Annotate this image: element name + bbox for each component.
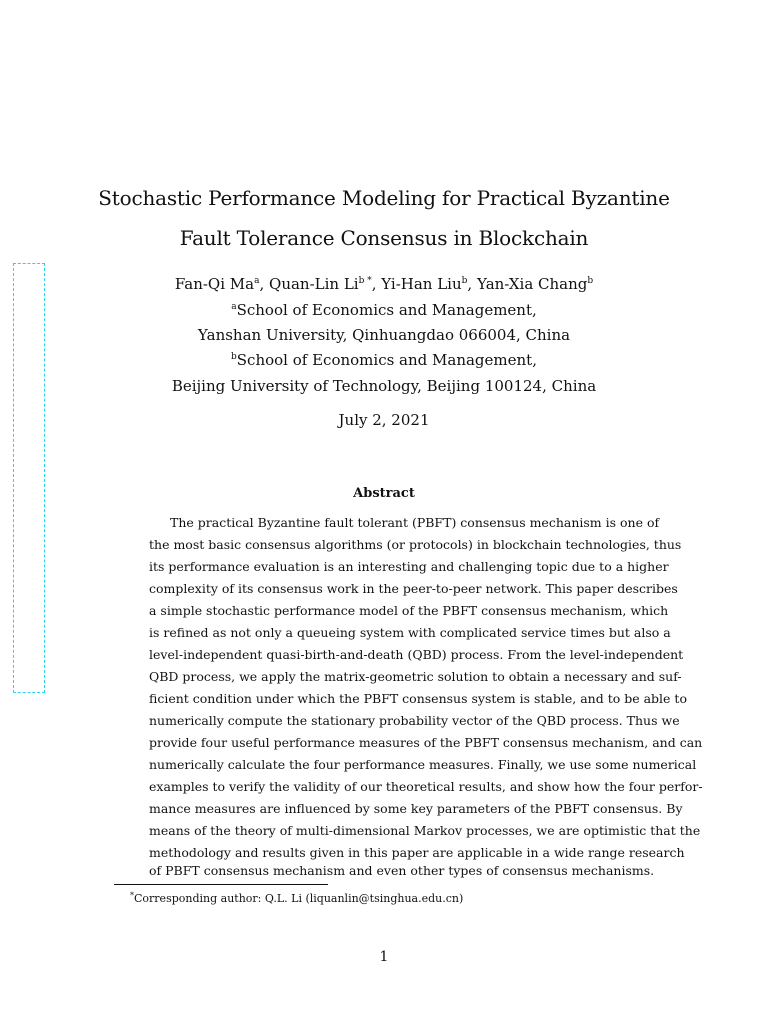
abstract-line: ficient condition under which the PBFT consensus system is stable, and to be able to xyxy=(149,691,687,706)
author-affiliation-mark: b xyxy=(461,276,468,286)
footnote-text: Corresponding author: Q.L. Li (liquanlin@tsinghua.edu.cn) xyxy=(134,892,464,905)
footnote-mark: * xyxy=(130,891,134,900)
corresponding-author-footnote xyxy=(130,888,463,907)
abstract-line: complexity of its consensus work in the peer-to-peer network. This paper describes xyxy=(149,581,678,596)
abstract-line: is refined as not only a queueing system with complicated service times but also a xyxy=(149,625,671,640)
author-name: Yi-Han Liu xyxy=(381,275,462,293)
abstract-line: provide four useful performance measures of the PBFT consensus mechanism, and can xyxy=(149,735,703,750)
author-affiliation-mark: b * xyxy=(358,276,372,286)
paper-title-line-1: Stochastic Performance Modeling for Practical Byzantine xyxy=(98,186,670,210)
abstract-line: examples to verify the validity of our theoretical results, and show how the four perfor- xyxy=(149,779,703,794)
author-name: Quan-Lin Li xyxy=(269,275,359,293)
author-separator: , xyxy=(371,275,382,293)
footnote-divider xyxy=(114,884,328,885)
affiliation-mark: a xyxy=(231,302,237,312)
author-name: Fan-Qi Ma xyxy=(174,275,255,293)
page-number: 1 xyxy=(379,949,389,965)
abstract-heading: Abstract xyxy=(353,486,415,501)
affiliation-a-line-2: Yanshan University, Qinhuangdao 066004, China xyxy=(197,326,571,344)
author-separator: , xyxy=(259,275,270,293)
affiliation-b-line-1 xyxy=(0,348,768,372)
affiliation-mark: b xyxy=(231,352,237,362)
paper-title-line-2: Fault Tolerance Consensus in Blockchain xyxy=(179,226,589,250)
affiliation-b-line-2: Beijing University of Technology, Beijing 100124, China xyxy=(171,377,597,395)
abstract-line: of PBFT consensus mechanism and even other types of consensus mechanisms. xyxy=(149,863,655,878)
affiliation-text: School of Economics and Management, xyxy=(236,351,537,369)
author-name: Yan-Xia Chang xyxy=(476,275,588,293)
author-affiliation-mark: a xyxy=(254,276,260,286)
author-affiliation-mark: b xyxy=(587,276,594,286)
abstract-line: the most basic consensus algorithms (or protocols) in blockchain technologies, thus xyxy=(149,537,682,552)
abstract-line: numerically calculate the four performance measures. Finally, we use some numerical xyxy=(149,757,697,772)
abstract-line: level-independent quasi-birth-and-death (QBD) process. From the level-independent xyxy=(149,647,684,662)
affiliation-text: School of Economics and Management, xyxy=(236,301,537,319)
abstract-line: methodology and results given in this paper are applicable in a wide range research xyxy=(149,845,685,860)
abstract-line: a simple stochastic performance model of the PBFT consensus mechanism, which xyxy=(149,603,669,618)
abstract-line: The practical Byzantine fault tolerant (PBFT) consensus mechanism is one of xyxy=(170,515,660,530)
author-list xyxy=(0,272,768,296)
author-separator: , xyxy=(467,275,477,293)
abstract-line: numerically compute the stationary probability vector of the QBD process. Thus we xyxy=(149,713,680,728)
affiliation-a-line-1 xyxy=(0,298,768,322)
abstract-line: means of the theory of multi-dimensional Markov processes, we are optimistic that the xyxy=(149,823,701,838)
abstract-line: its performance evaluation is an interesting and challenging topic due to a higher xyxy=(149,559,669,574)
paper-date: July 2, 2021 xyxy=(338,411,430,429)
abstract-line: QBD process, we apply the matrix-geometric solution to obtain a necessary and suf- xyxy=(149,669,682,684)
abstract-line: mance measures are influenced by some key parameters of the PBFT consensus. By xyxy=(149,801,683,816)
